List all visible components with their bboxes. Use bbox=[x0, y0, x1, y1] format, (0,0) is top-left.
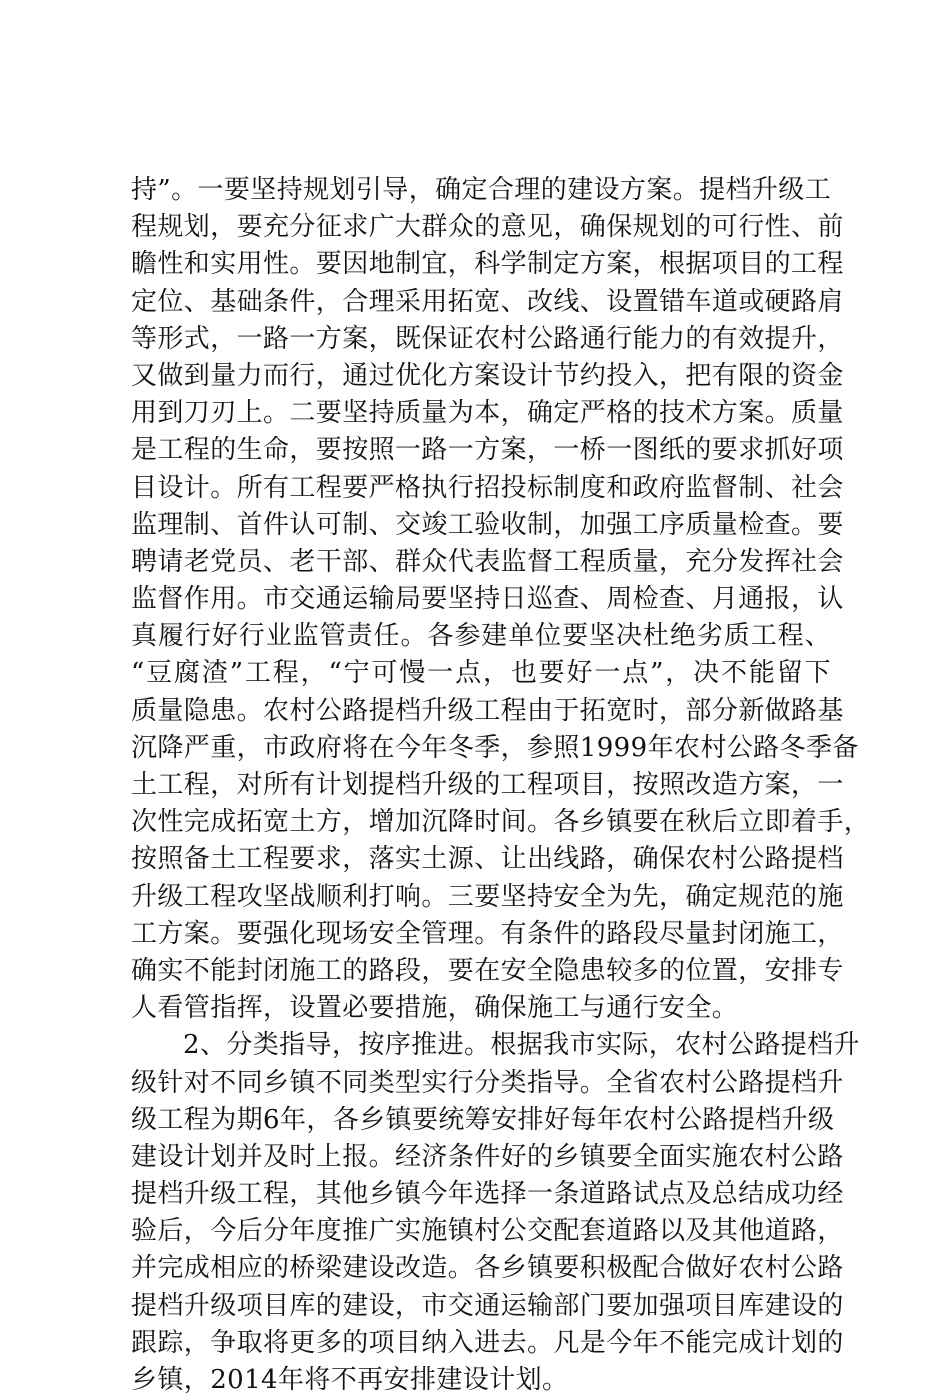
body-text bbox=[131, 172, 871, 1399]
text-line: 跟踪，争取将更多的项目纳入进去。凡是今年不能完成计划的 bbox=[131, 1327, 844, 1358]
text-line: 乡镇，2014年将不再安排建设计划。 bbox=[131, 1365, 569, 1395]
text-line: 并完成相应的桥梁建设改造。各乡镇要积极配合做好农村公路 bbox=[131, 1253, 844, 1284]
text-line: 质量隐患。农村公路提档升级工程由于拓宽时，部分新做路基 bbox=[131, 695, 844, 726]
text-line: 监督作用。市交通运输局要坚持日巡查、周检查、月通报，认 bbox=[131, 584, 844, 615]
text-line: 目设计。所有工程要严格执行招投标制度和政府监督制、社会 bbox=[131, 472, 844, 503]
text-line: 按照备土工程要求，落实土源、让出线路，确保农村公路提档 bbox=[131, 844, 844, 875]
text-line: 用到刀刃上。二要坚持质量为本，确定严格的技术方案。质量 bbox=[131, 398, 844, 429]
text-line: 定位、基础条件，合理采用拓宽、改线、设置错车道或硬路肩 bbox=[131, 286, 844, 317]
text-line: 是工程的生命，要按照一路一方案，一桥一图纸的要求抓好项 bbox=[131, 435, 844, 466]
text-line: 又做到量力而行，通过优化方案设计节约投入，把有限的资金 bbox=[131, 360, 844, 391]
text-line: 持”。一要坚持规划引导，确定合理的建设方案。提档升级工 bbox=[131, 175, 832, 205]
text-line: 级针对不同乡镇不同类型实行分类指导。全省农村公路提档升 bbox=[131, 1067, 844, 1098]
text-line: 真履行好行业监管责任。各参建单位要坚决杜绝劣质工程、 bbox=[131, 621, 831, 652]
text-line: 监理制、首件认可制、交竣工验收制，加强工序质量检查。要 bbox=[131, 509, 844, 540]
text-line: 提档升级项目库的建设，市交通运输部门要加强项目库建设的 bbox=[131, 1290, 844, 1321]
text-line: 建设计划并及时上报。经济条件好的乡镇要全面实施农村公路 bbox=[131, 1141, 844, 1172]
text-line: “豆腐渣”工程，“宁可慢一点，也要好一点”，决不能留下 bbox=[131, 658, 831, 689]
text-line: 沉降严重，市政府将在今年冬季，参照1999年农村公路冬季备 bbox=[131, 732, 859, 763]
text-line: 工方案。要强化现场安全管理。有条件的路段尽量封闭施工， bbox=[131, 918, 844, 949]
text-line: 确实不能封闭施工的路段，要在安全隐患较多的位置，安排专 bbox=[131, 955, 844, 986]
paragraph-start-line: 2、分类指导，按序推进。根据我市实际，农村公路提档升 bbox=[183, 1030, 860, 1061]
text-line: 级工程为期6年，各乡镇要统筹安排好每年农村公路提档升级 bbox=[131, 1104, 835, 1135]
text-line: 土工程，对所有计划提档升级的工程项目，按照改造方案，一 bbox=[131, 770, 844, 800]
text-line: 次性完成拓宽土方，增加沉降时间。各乡镇要在秋后立即着手， bbox=[131, 807, 871, 838]
text-line: 升级工程攻坚战顺利打响。三要坚持安全为先，确定规范的施 bbox=[131, 881, 844, 912]
text-line: 人看管指挥，设置必要措施，确保施工与通行安全。 bbox=[131, 993, 739, 1024]
text-line: 聘请老党员、老干部、群众代表监督工程质量，充分发挥社会 bbox=[131, 546, 844, 577]
text-line: 瞻性和实用性。要因地制宜，科学制定方案，根据项目的工程 bbox=[131, 249, 844, 280]
text-line: 程规划，要充分征求广大群众的意见，确保规划的可行性、前 bbox=[131, 212, 844, 243]
text-line: 等形式，一路一方案，既保证农村公路通行能力的有效提升， bbox=[131, 323, 844, 354]
text-line: 提档升级工程，其他乡镇今年选择一条道路试点及总结成功经 bbox=[131, 1179, 844, 1210]
text-line: 验后，今后分年度推广实施镇村公交配套道路以及其他道路， bbox=[131, 1216, 844, 1247]
